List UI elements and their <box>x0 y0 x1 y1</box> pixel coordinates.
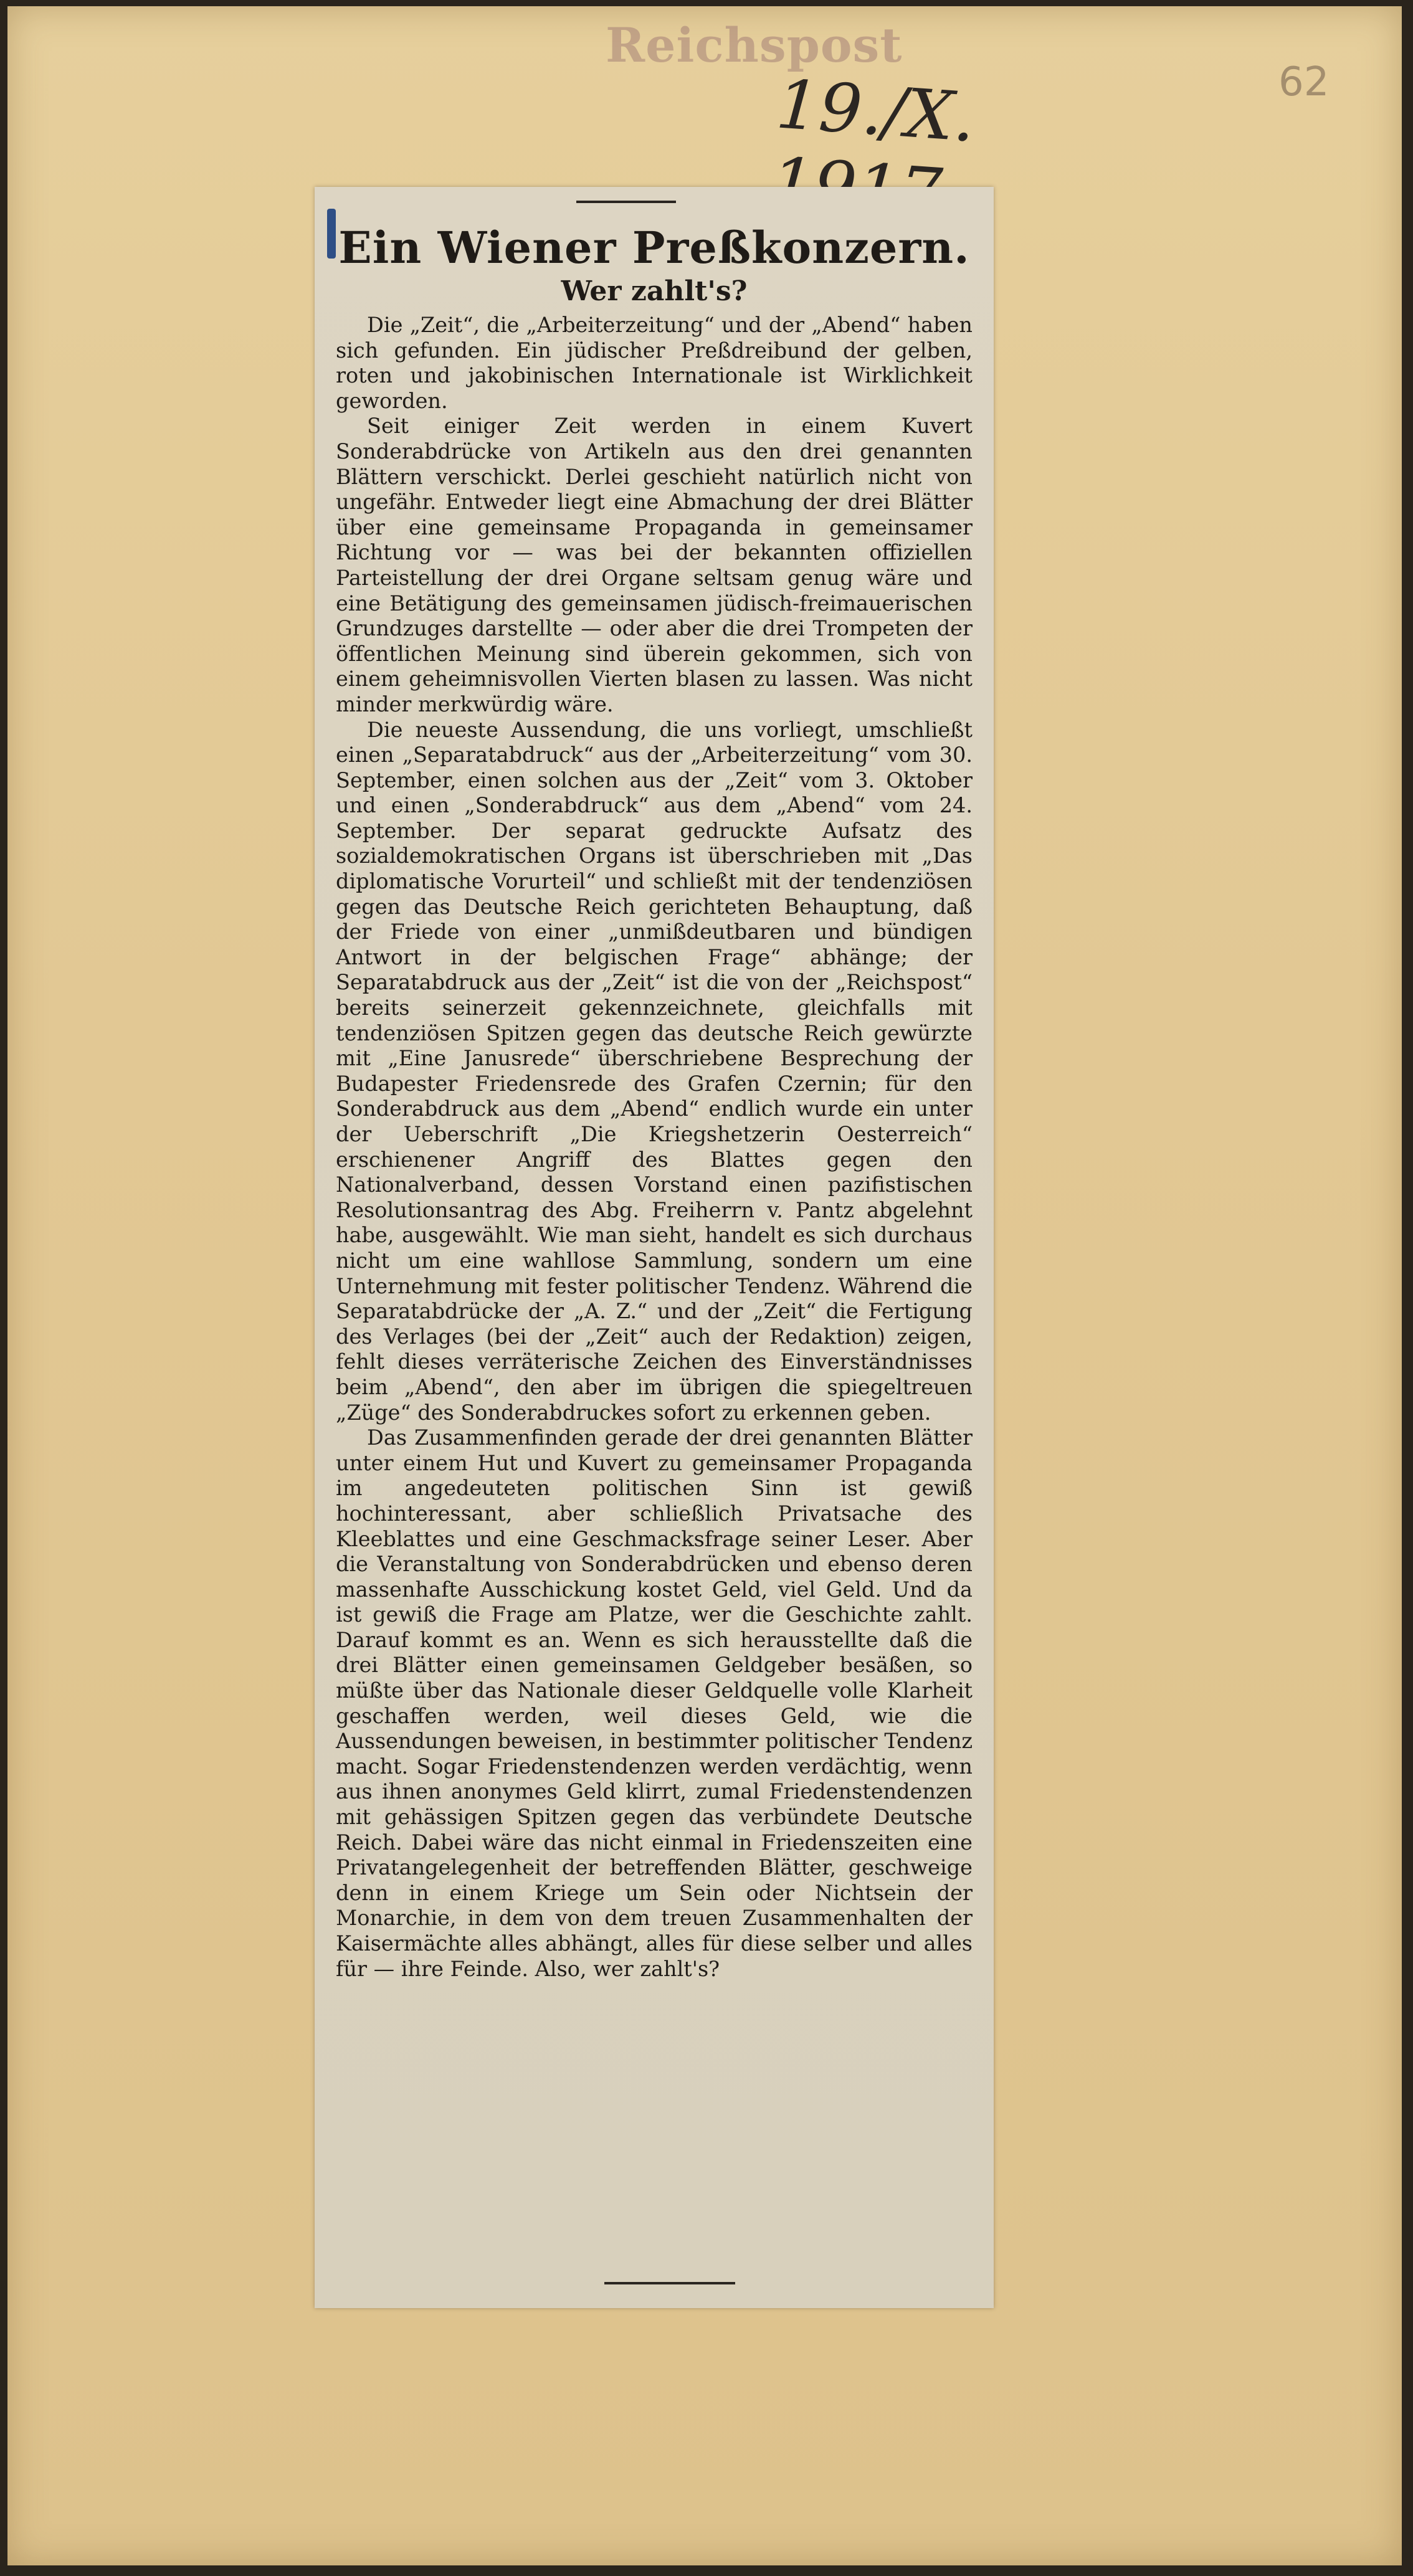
article-subheadline: Wer zahlt's? <box>561 275 748 307</box>
newspaper-clipping <box>315 187 994 2308</box>
handwritten-date: 19./X. <box>774 65 978 158</box>
article-paragraph-2: Seit einiger Zeit werden in einem Kuvert Sonderabdrücke von Artikeln aus den drei genannten Blättern verschickt. Derlei geschieht natürlich nicht von ungefähr. Entweder liegt eine Abmachung der drei Blätter über eine gemeinsame Propaganda in gemeinsamer Richtung vor — was bei der bekannten offiziellen Parteistellung der drei Organe seltsam genug wäre und eine Betätigung des gemeinsamen jüdisch-freimauerischen Grundzuges darstellte — oder aber die drei Trompeten der öffentlichen Meinung sind überein gekommen, sich von einem geheimnisvollen Vierten blasen zu lassen. Was nicht minder merkwürdig wäre. <box>336 414 973 716</box>
blue-pencil-mark <box>327 209 336 259</box>
article-paragraph-3: Die neueste Aussendung, die uns vorliegt, umschließt einen „Separatabdruck“ aus der „Arbeiterzeitung“ vom 30. September, einen solchen aus der „Zeit“ vom 3. Oktober und einen „Sonderabdruck“ aus dem „Abend“ vom 24. September. Der separat gedruckte Aufsatz des sozialdemokratischen Organs ist überschrieben mit „Das diplomatische Vorurteil“ und schließt mit der tendenziösen gegen das Deutsche Reich gerichteten Behauptung, daß der Friede von einer „unmißdeutbaren und bündigen Antwort in der belgischen Frage“ abhänge; der Separatabdruck aus der „Zeit“ ist die von der „Reichspost“ bereits seinerzeit gekennzeichnete, gleichfalls mit tendenziösen Spitzen gegen das deutsche Reich gewürzte mit „Eine Janusrede“ überschriebene Besprechung der Budapester Friedensrede des Grafen Czernin; für den Sonderabdruck aus dem „Abend“ endlich wurde ein unter der Ueberschrift „Die Kriegshetzerin Oesterreich“ erschienener Angriff des Blattes gegen den Nationalverband, dessen Vorstand einen pazifistischen Resolutionsantrag des Abg. Freiherrn v. Pantz abgelehnt habe, ausgewählt. Wie man sieht, handelt es sich durchaus nicht um eine wahllose Sammlung, sondern um eine Unternehmung mit fester politischer Tendenz. Während die Separatabdrücke der „A. Z.“ und der „Zeit“ die Fertigung des Verlages (bei der „Zeit“ auch der Redaktion) zeigen, fehlt dieses verräterische Zeichen des Einverständnisses beim „Abend“, den aber im übrigen die spiegeltreuen „Züge“ des Sonderabdruckes sofort zu erkennen geben. <box>336 717 973 1425</box>
top-rule <box>576 201 676 203</box>
newspaper-stamp: Reichspost <box>606 17 903 73</box>
article-paragraph-1: Die „Zeit“, die „Arbeiterzeitung“ und der „Abend“ haben sich gefunden. Ein jüdischer Preßdreibund der gelben, roten und jakobinischen Internationale ist Wirklichkeit geworden. <box>336 313 973 413</box>
article-paragraph-4: Das Zusammenfinden gerade der drei genannten Blätter unter einem Hut und Kuvert zu gemeinsamer Propaganda im angedeuteten politischen Sinn ist gewiß hochinteressant, aber schließlich Privatsache des Kleeblattes und eine Geschmacksfrage seiner Leser. Aber die Veranstaltung von Sonderabdrücken und ebenso deren massenhafte Ausschickung kostet Geld, viel Geld. Und da ist gewiß die Frage am Platze, wer die Geschichte zahlt. Darauf kommt es an. Wenn es sich herausstellte daß die drei Blätter einen gemeinsamen Geldgeber besäßen, so müßte über das Nationale dieser Geldquelle volle Klarheit geschaffen werden, weil dieses Geld, wie die Aussendungen beweisen, in bestimmter politischer Tendenz macht. Sogar Friedenstendenzen werden verdächtig, wenn aus ihnen anonymes Geld klirrt, zumal Friedenstendenzen mit gehässigen Spitzen gegen das verbündete Deutsche Reich. Dabei wäre das nicht einmal in Friedenszeiten eine Privatangelegenheit der betreffenden Blätter, geschweige denn in einem Kriege um Sein oder Nichtsein der Monarchie, in dem von dem treuen Zusammenhalten der Kaisermächte alles abhängt, alles für diese selber und alles für — ihre Feinde. Also, wer zahlt's? <box>336 1425 973 1981</box>
bottom-rule <box>604 2282 735 2284</box>
article-headline: Ein Wiener Preßkonzern. <box>338 222 970 273</box>
archive-number: 62 <box>1278 59 1330 105</box>
